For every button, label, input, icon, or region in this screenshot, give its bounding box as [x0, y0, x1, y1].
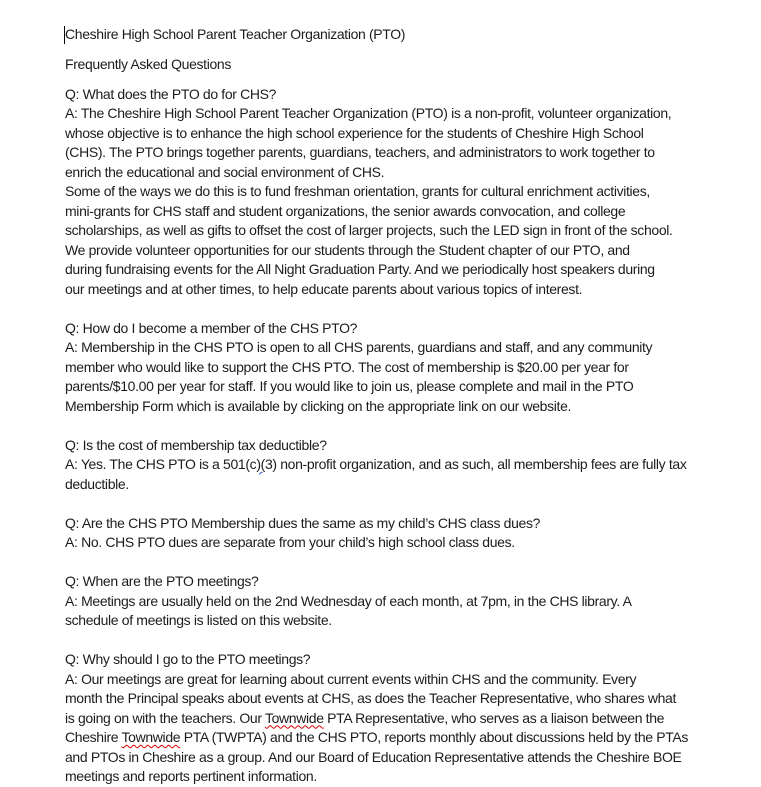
document-line: Cheshire Townwide PTA (TWPTA) and the CHS PTO, reports monthly about discussions held by the PTAs [65, 729, 689, 745]
qa-block-become-member [65, 319, 755, 417]
document-line: A: The Cheshire High School Parent Teacher Organization (PTO) is a non-profit, volunteer organization, [65, 105, 672, 121]
spellcheck-squiggle: Townwide [264, 709, 324, 726]
document-line: A: No. CHS PTO dues are separate from your child’s high school class dues. [65, 534, 515, 550]
qa-block-tax-deductible [65, 436, 755, 495]
document-line: month the Principal speaks about events at CHS, as does the Teacher Representative, who shares what [65, 690, 677, 706]
document-line: (CHS). The PTO brings together parents, guardians, teachers, and administrators to work together to [65, 144, 655, 160]
document-line: schedule of meetings is listed on this website. [65, 612, 332, 628]
document-line: Q: Are the CHS PTO Membership dues the same as my child’s CHS class dues? [65, 514, 541, 531]
qa-block-what-does-pto-do [65, 85, 755, 300]
spellcheck-squiggle: Townwide [121, 729, 181, 745]
document-line: Frequently Asked Questions [65, 55, 231, 72]
document-line: A: Meetings are usually held on the 2nd Wednesday of each month, at 7pm, in the CHS library. A [65, 592, 632, 609]
document-line: whose objective is to enhance the high school experience for the students of Cheshire High School [65, 124, 644, 141]
document-line: and PTOs in Cheshire as a group. And our Board of Education Representative attends the Cheshire BOE [65, 748, 682, 765]
subtitle-paragraph [65, 55, 755, 75]
document-line: scholarships, as well as gifts to offset the cost of larger projects, such the LED sign in front of the school. [65, 222, 673, 238]
document-text-flow [65, 14, 755, 787]
qa-block-why-attend [65, 650, 755, 787]
title-paragraph [65, 25, 755, 45]
document-line: during fundraising events for the All Night Graduation Party. And we periodically host speakers during [65, 261, 655, 277]
document-line: deductible. [65, 475, 129, 492]
document-line: A: Our meetings are great for learning about current events within CHS and the community. Every [65, 670, 637, 687]
document-line: enrich the educational and social environment of CHS. [65, 163, 385, 180]
document-line: A: Membership in the CHS PTO is open to all CHS parents, guardians and staff, and any community [65, 339, 653, 355]
grammar-squiggle: )( [256, 456, 265, 472]
document-line: our meetings and at other times, to help educate parents about various topics of interest. [65, 280, 583, 297]
document-line: Q: How do I become a member of the CHS PTO? [65, 319, 358, 336]
document-line: mini-grants for CHS staff and student organizations, the senior awards convocation, and college [65, 202, 626, 219]
document-line: parents/$10.00 per year for staff. If you would like to join us, please complete and mail in the PTO [65, 378, 634, 394]
document-line: Membership Form which is available by clicking on the appropriate link on our website. [65, 397, 572, 414]
document-line: Some of the ways we do this is to fund freshman orientation, grants for cultural enrichment activities, [65, 183, 650, 199]
document-line: Q: Is the cost of membership tax deductible? [65, 436, 327, 453]
document-line: is going on with the teachers. Our Townwide PTA Representative, who serves as a liaison between the [65, 709, 665, 726]
document-line: Q: Why should I go to the PTO meetings? [65, 651, 311, 667]
document-line: Q: When are the PTO meetings? [65, 573, 259, 589]
document-line: We provide volunteer opportunities for our students through the Student chapter of our PTO, and [65, 241, 630, 258]
document-line: Cheshire High School Parent Teacher Organization (PTO) [65, 25, 406, 42]
qa-block-meeting-times [65, 572, 755, 631]
document-line: A: Yes. The CHS PTO is a 501(c)(3) non-profit organization, and as such, all membership fees are fully tax [65, 456, 687, 472]
document-line: meetings and reports pertinent information. [65, 768, 317, 784]
document-line: member who would like to support the CHS PTO. The cost of membership is $20.00 per year for [65, 358, 629, 375]
qa-block-membership-dues [65, 514, 755, 553]
text-cursor [64, 26, 65, 44]
document-line: Q: What does the PTO do for CHS? [65, 85, 277, 102]
